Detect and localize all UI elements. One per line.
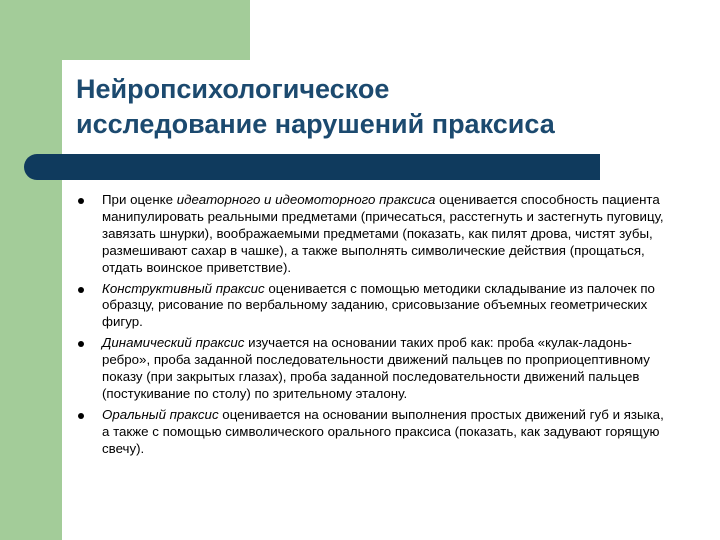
item-term: Конструктивный праксис	[102, 280, 265, 296]
item-term: Динамический праксис	[102, 335, 245, 351]
item-prefix: При оценке	[102, 192, 177, 207]
item-term: идеаторного и идеомоторного праксиса	[176, 192, 436, 207]
item-term: Оральный праксис	[102, 406, 219, 422]
list-item	[78, 192, 670, 277]
title-line-1: Нейропсихологическое	[76, 74, 390, 104]
item-text: оценивается на основании выполнения простых движений губ и языка, а также с помощью символического орального праксиса (показать, как задувают горящую свечу).	[102, 406, 664, 456]
decor-green-block	[0, 0, 250, 60]
title-line-2: исследование нарушений праксиса	[76, 109, 555, 139]
list-item	[78, 281, 670, 332]
title-divider-bar	[24, 154, 600, 180]
list-item	[78, 407, 670, 458]
bullet-dot-icon	[78, 341, 84, 347]
item-text: изучается на основании таких проб как: проба «кулак-ладонь-ребро», проба заданной последовательности движений пальцев по проприоцептивному показу (при закрытых глазах), проба заданной последовательности движений пальцев (постукивание по столу) по зрительному эталону.	[102, 335, 650, 401]
bullet-dot-icon	[78, 413, 84, 419]
item-text: оценивается с помощью методики складывание из палочек по образцу, рисование по вербальному заданию, срисовызание объемных геометрических фигур.	[102, 280, 655, 330]
bullet-list	[78, 192, 670, 462]
bullet-dot-icon	[78, 198, 84, 204]
item-text: оценивается способность пациента манипулировать реальными предметами (причесаться, расстегнуть и застегнуть пуговицу, завязать шнурки), воображаемыми предметами (показать, как пилят дрова, чистят зубы, размешивают сахар в чашке), а также выполнять символические действия (прощаться, отдать воинское приветствие).	[102, 192, 664, 275]
list-item	[78, 335, 670, 403]
slide-title	[76, 72, 696, 142]
decor-green-strip	[0, 0, 62, 540]
bullet-dot-icon	[78, 287, 84, 293]
